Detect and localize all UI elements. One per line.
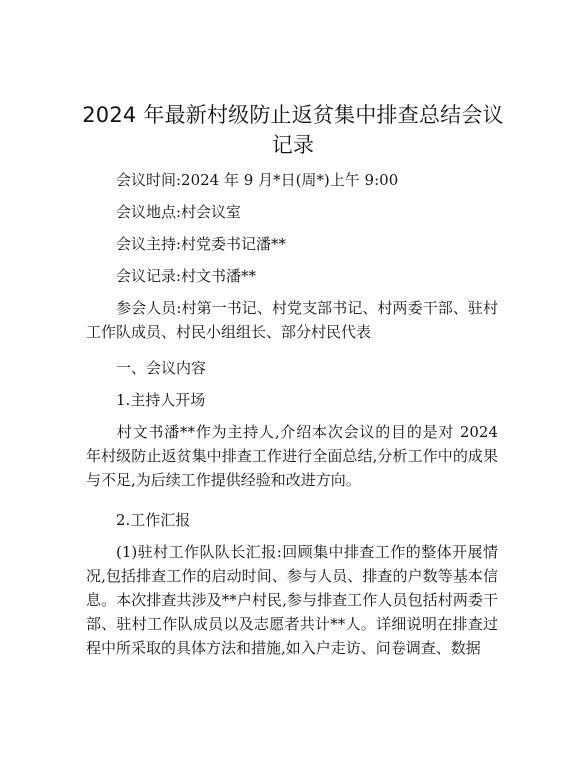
subsection-1-heading-text: 1.主持人开场 xyxy=(116,391,206,409)
meeting-recorder xyxy=(86,264,498,288)
meeting-recorder-text: 会议记录:村文书潘** xyxy=(116,267,257,285)
meeting-time xyxy=(86,168,498,192)
meeting-time-text: 会议时间:2024 年 9 月*日(周*)上午 9:00 xyxy=(116,171,399,189)
subsection-2-body-text: (1)驻村工作队队长汇报:回顾集中排查工作的整体开展情况,包括排查工作的启动时间、参与人员、排查的户数等基本信息。本次排查共涉及**户村民,参与排查工作人员包括村两委干部、驻村工作队成员以及志愿者共计**人。详细说明在排查过程中所采取的具体方法和措施,如入户走访、问卷调查、数据 xyxy=(86,543,498,657)
subsection-1-heading xyxy=(86,388,498,412)
section-1-heading-text: 一、会议内容 xyxy=(116,359,207,377)
section-1-heading xyxy=(86,356,498,380)
attendees xyxy=(86,296,498,344)
meeting-place xyxy=(86,200,498,224)
meeting-host-text: 会议主持:村党委书记潘** xyxy=(116,235,287,253)
subsection-2-heading-text: 2.工作汇报 xyxy=(116,511,191,529)
document-title: 2024 年最新村级防止返贫集中排查总结会议记录 xyxy=(82,103,504,157)
meeting-host xyxy=(86,232,498,256)
subsection-2-body xyxy=(86,540,498,660)
subsection-1-body xyxy=(86,420,498,492)
meeting-place-text: 会议地点:村会议室 xyxy=(116,203,242,221)
subsection-2-heading xyxy=(86,508,498,532)
attendees-text: 参会人员:村第一书记、村党支部书记、村两委干部、驻村工作队成员、村民小组组长、部分村民代表 xyxy=(86,299,498,341)
subsection-1-body-text: 村文书潘**作为主持人,介绍本次会议的目的是对 2024 年村级防止返贫集中排查工作进行全面总结,分析工作中的成果与不足,为后续工作提供经验和改进方向。 xyxy=(86,423,498,489)
